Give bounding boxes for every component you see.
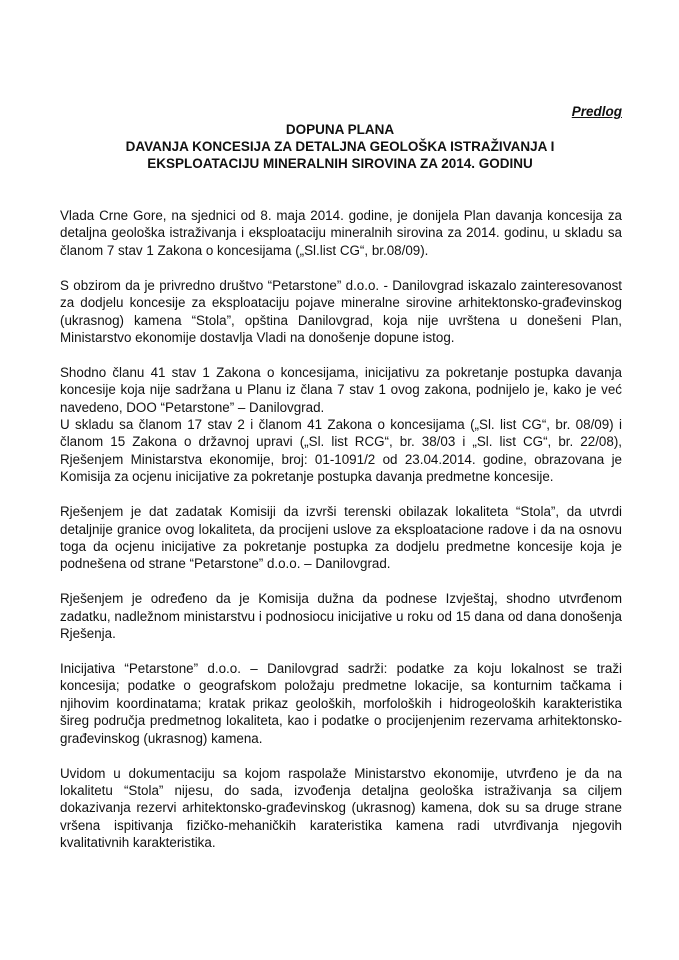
- paragraph-initiative-content: Inicijativa “Petarstone” d.o.o. – Danilovgrad sadrži: podatke za koju lokalnost se traži koncesija; podatke o geografskom položaju predmetne lokacije, sa konturnim tačkama i njihovim koordinatama; kratak prikaz geoloških, morfoloških i hidrogeoloških karakteristika šireg područja predmetnog lokaliteta, kao i podatke o procijenjenim rezervama arhitektonsko-građevinskog (ukrasnog) kamena.: [60, 661, 622, 746]
- predlog-label: Predlog: [571, 104, 622, 119]
- paragraph-petarstone-interest: S obzirom da je privredno društvo “Petarstone” d.o.o. - Danilovgrad iskazalo zainteresovanost za dodjelu koncesije za eksploataciju pojave mineralne sirovine arhitektonsko-građevinskog (ukrasnog) kamena “Stola”, opština Danilovgrad, koja nije uvrštena u donešeni Plan, Ministarstvo ekonomije dostavlja Vladi na donošenje dopune istog.: [60, 277, 622, 345]
- paragraph-documentation-review: Uvidom u dokumentaciju sa kojom raspolaže Ministarstvo ekonomije, utvrđeno je da na lokalitetu “Stola” nijesu, do sada, izvođenja detaljna geološka istraživanja sa ciljem dokazivanja rezervi arhitektonsko-građevinskog (ukrasnog) kamena, dok su sa druge strane vršena ispitivanja fizičko-mehaničkih karateristika kamena radi utvrđivanja njegovih kvalitativnih karakteristika.: [60, 765, 622, 851]
- title-line-3: EKSPLOATACIJU MINERALNIH SIROVINA ZA 2014. GODINU: [147, 156, 533, 171]
- title-line-1: DOPUNA PLANA: [285, 122, 395, 137]
- document-body: [60, 207, 622, 869]
- paragraph-vlada-plan: Vlada Crne Gore, na sjednici od 8. maja 2014. godine, je donijela Plan davanja koncesija za detaljna geološka istraživanja i eksploataciju mineralnih sirovina za 2014. godinu, u skladu sa članom 7 stav 1 Zakona o koncesijama („Sl.list CG“, br.08/09).: [60, 208, 622, 258]
- paragraph-article-41: Shodno članu 41 stav 1 Zakona o koncesijama, inicijativu za pokretanje postupka davanja koncesije koja nije sadržana u Planu iz člana 7 stav 1 ovog zakona, podnijelo je, kako je već navedeno, DOO “Petarstone” – Danilovgrad.: [60, 364, 622, 415]
- paragraph-report-deadline: Rješenjem je određeno da je Komisija dužna da podnese Izvještaj, shodno utvrđenom zadatku, nadležnom ministarstvu i podnosiocu inicijative u roku od 15 dana od dana donošenja Rješenja.: [60, 591, 622, 642]
- paragraph-commission-task: Rješenjem je dat zadatak Komisiji da izvrši terenski obilazak lokaliteta “Stola”, da utvrdi detaljnije granice ovog lokaliteta, da procijeni uslove za eksploatacione radove i da na osnovu toga da ocjenu inicijative za pokretanje postupka za dodjelu predmetne koncesije koja je podnešena od strane “Petarstone” d.o.o. – Danilovgrad.: [60, 504, 622, 572]
- paragraph-commission-formed: U skladu sa članom 17 stav 2 i članom 41 Zakona o koncesijama („Sl. list CG“, br. 08/09) i članom 15 Zakona o državnoj upravi („Sl. list RCG“, br. 38/03 i „Sl. list CG“, br. 22/08), Rješenjem Ministarstva ekonomije, broj: 01-1091/2 od 23.04.2014. godine, obrazovana je Komisija za ocjenu inicijative za pokretanje postupka davanja predmetne koncesije.: [60, 417, 622, 485]
- title-line-2: DAVANJA KONCESIJA ZA DETALJNA GEOLOŠKA ISTRAŽIVANJA I: [125, 139, 555, 154]
- document-title: [60, 121, 620, 172]
